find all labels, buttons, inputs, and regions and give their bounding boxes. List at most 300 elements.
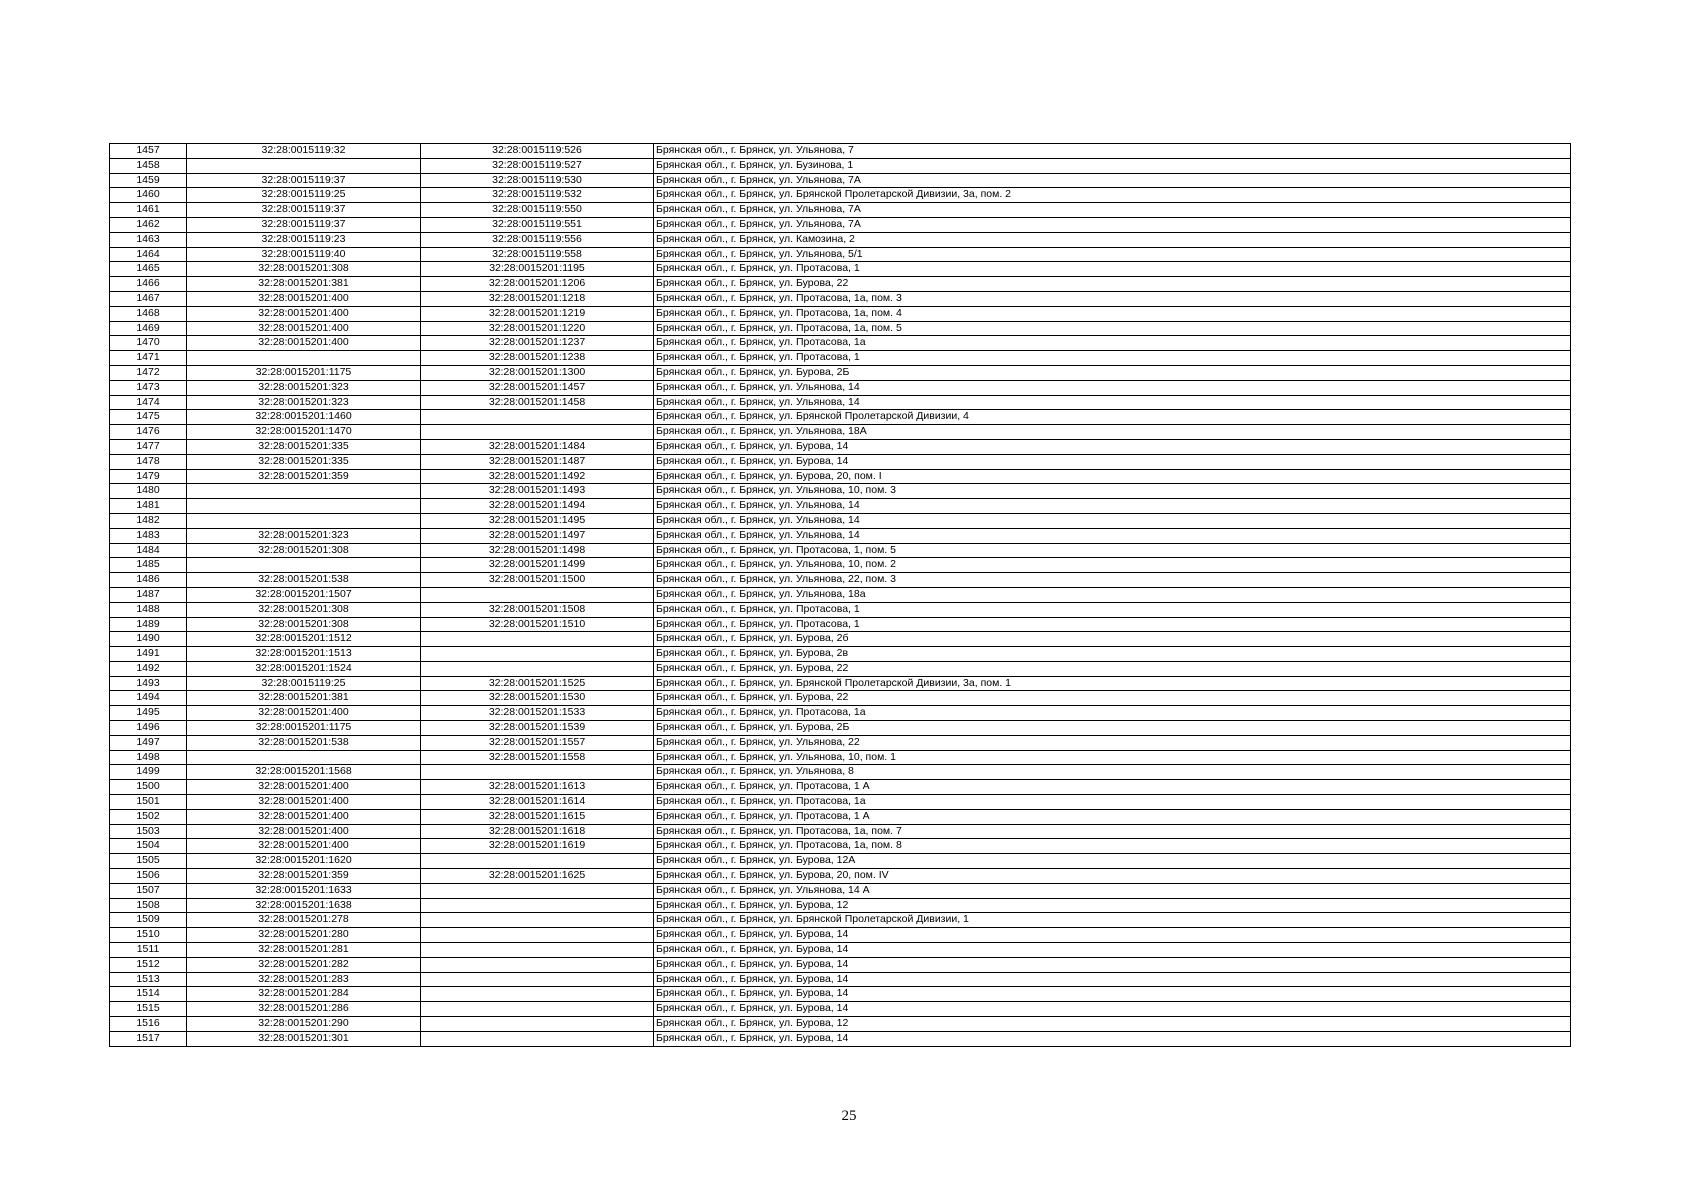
land-cadastral-number-cell: 32:28:0015201:323: [187, 395, 421, 410]
land-cadastral-number-cell: 32:28:0015201:400: [187, 291, 421, 306]
address-cell: Брянская обл., г. Брянск, ул. Бурова, 14: [654, 943, 1571, 958]
table-row: [110, 188, 1571, 203]
address-cell: Брянская обл., г. Брянск, ул. Бурова, 20, пом. I: [654, 469, 1571, 484]
object-cadastral-number-cell: 32:28:0015201:1219: [421, 306, 654, 321]
address-cell: Брянская обл., г. Брянск, ул. Ульянова, 7: [654, 144, 1571, 159]
registry-sheet: [109, 143, 1571, 1047]
land-cadastral-number-cell: 32:28:0015201:381: [187, 277, 421, 292]
row-number-cell: 1515: [110, 1002, 187, 1017]
row-number-cell: 1478: [110, 454, 187, 469]
row-number-cell: 1511: [110, 943, 187, 958]
object-cadastral-number-cell: [421, 943, 654, 958]
object-cadastral-number-cell: 32:28:0015201:1495: [421, 513, 654, 528]
table-row: [110, 706, 1571, 721]
object-cadastral-number-cell: [421, 1017, 654, 1032]
row-number-cell: 1498: [110, 750, 187, 765]
land-cadastral-number-cell: 32:28:0015201:400: [187, 706, 421, 721]
table-row: [110, 987, 1571, 1002]
address-cell: Брянская обл., г. Брянск, ул. Протасова, 1 А: [654, 780, 1571, 795]
registry-table-body: [110, 144, 1571, 1047]
object-cadastral-number-cell: 32:28:0015201:1613: [421, 780, 654, 795]
land-cadastral-number-cell: 32:28:0015201:400: [187, 839, 421, 854]
object-cadastral-number-cell: [421, 957, 654, 972]
land-cadastral-number-cell: 32:28:0015119:25: [187, 188, 421, 203]
row-number-cell: 1476: [110, 425, 187, 440]
object-cadastral-number-cell: 32:28:0015201:1498: [421, 543, 654, 558]
table-row: [110, 395, 1571, 410]
address-cell: Брянская обл., г. Брянск, ул. Ульянова, 10, пом. 3: [654, 484, 1571, 499]
table-row: [110, 351, 1571, 366]
address-cell: Брянская обл., г. Брянск, ул. Протасова, 1а, пом. 3: [654, 291, 1571, 306]
address-cell: Брянская обл., г. Брянск, ул. Бурова, 14: [654, 439, 1571, 454]
address-cell: Брянская обл., г. Брянск, ул. Протасова, 1: [654, 602, 1571, 617]
object-cadastral-number-cell: 32:28:0015201:1618: [421, 824, 654, 839]
table-row: [110, 247, 1571, 262]
address-cell: Брянская обл., г. Брянск, ул. Бурова, 22: [654, 691, 1571, 706]
object-cadastral-number-cell: 32:28:0015119:532: [421, 188, 654, 203]
table-row: [110, 972, 1571, 987]
table-row: [110, 158, 1571, 173]
table-row: [110, 232, 1571, 247]
address-cell: Брянская обл., г. Брянск, ул. Брянской Пролетарской Дивизии, 3а, пом. 2: [654, 188, 1571, 203]
land-cadastral-number-cell: 32:28:0015201:400: [187, 306, 421, 321]
land-cadastral-number-cell: 32:28:0015201:400: [187, 780, 421, 795]
object-cadastral-number-cell: 32:28:0015201:1206: [421, 277, 654, 292]
object-cadastral-number-cell: 32:28:0015201:1499: [421, 558, 654, 573]
table-row: [110, 203, 1571, 218]
object-cadastral-number-cell: 32:28:0015201:1238: [421, 351, 654, 366]
table-row: [110, 365, 1571, 380]
address-cell: Брянская обл., г. Брянск, ул. Ульянова, 18А: [654, 425, 1571, 440]
address-cell: Брянская обл., г. Брянск, ул. Ульянова, 14: [654, 499, 1571, 514]
address-cell: Брянская обл., г. Брянск, ул. Протасова, 1а, пом. 7: [654, 824, 1571, 839]
row-number-cell: 1461: [110, 203, 187, 218]
object-cadastral-number-cell: [421, 1031, 654, 1046]
table-row: [110, 735, 1571, 750]
object-cadastral-number-cell: 32:28:0015119:558: [421, 247, 654, 262]
object-cadastral-number-cell: 32:28:0015201:1615: [421, 809, 654, 824]
land-cadastral-number-cell: 32:28:0015201:1513: [187, 647, 421, 662]
address-cell: Брянская обл., г. Брянск, ул. Бурова, 12: [654, 1017, 1571, 1032]
object-cadastral-number-cell: [421, 632, 654, 647]
land-cadastral-number-cell: 32:28:0015201:280: [187, 928, 421, 943]
address-cell: Брянская обл., г. Брянск, ул. Бурова, 14: [654, 957, 1571, 972]
row-number-cell: 1459: [110, 173, 187, 188]
object-cadastral-number-cell: 32:28:0015201:1500: [421, 573, 654, 588]
object-cadastral-number-cell: [421, 647, 654, 662]
table-row: [110, 913, 1571, 928]
row-number-cell: 1467: [110, 291, 187, 306]
row-number-cell: 1488: [110, 602, 187, 617]
address-cell: Брянская обл., г. Брянск, ул. Протасова, 1а: [654, 336, 1571, 351]
row-number-cell: 1493: [110, 676, 187, 691]
address-cell: Брянская обл., г. Брянск, ул. Протасова, 1а, пом. 5: [654, 321, 1571, 336]
land-cadastral-number-cell: 32:28:0015201:400: [187, 824, 421, 839]
row-number-cell: 1472: [110, 365, 187, 380]
table-row: [110, 632, 1571, 647]
row-number-cell: 1506: [110, 869, 187, 884]
object-cadastral-number-cell: 32:28:0015201:1195: [421, 262, 654, 277]
object-cadastral-number-cell: 32:28:0015119:556: [421, 232, 654, 247]
address-cell: Брянская обл., г. Брянск, ул. Ульянова, 10, пом. 2: [654, 558, 1571, 573]
row-number-cell: 1466: [110, 277, 187, 292]
address-cell: Брянская обл., г. Брянск, ул. Протасова, 1: [654, 617, 1571, 632]
row-number-cell: 1512: [110, 957, 187, 972]
table-row: [110, 854, 1571, 869]
land-cadastral-number-cell: 32:28:0015119:25: [187, 676, 421, 691]
land-cadastral-number-cell: [187, 558, 421, 573]
land-cadastral-number-cell: 32:28:0015201:1512: [187, 632, 421, 647]
object-cadastral-number-cell: 32:28:0015119:526: [421, 144, 654, 159]
object-cadastral-number-cell: [421, 972, 654, 987]
land-cadastral-number-cell: 32:28:0015201:1507: [187, 587, 421, 602]
address-cell: Брянская обл., г. Брянск, ул. Ульянова, 7А: [654, 173, 1571, 188]
row-number-cell: 1482: [110, 513, 187, 528]
land-cadastral-number-cell: 32:28:0015201:400: [187, 809, 421, 824]
table-row: [110, 380, 1571, 395]
row-number-cell: 1468: [110, 306, 187, 321]
land-cadastral-number-cell: 32:28:0015201:1633: [187, 883, 421, 898]
address-cell: Брянская обл., г. Брянск, ул. Бурова, 14: [654, 1031, 1571, 1046]
object-cadastral-number-cell: [421, 928, 654, 943]
address-cell: Брянская обл., г. Брянск, ул. Бурова, 2в: [654, 647, 1571, 662]
table-row: [110, 217, 1571, 232]
row-number-cell: 1489: [110, 617, 187, 632]
land-cadastral-number-cell: [187, 484, 421, 499]
land-cadastral-number-cell: 32:28:0015119:32: [187, 144, 421, 159]
row-number-cell: 1513: [110, 972, 187, 987]
land-cadastral-number-cell: 32:28:0015201:278: [187, 913, 421, 928]
object-cadastral-number-cell: [421, 913, 654, 928]
address-cell: Брянская обл., г. Брянск, ул. Бурова, 14: [654, 972, 1571, 987]
table-row: [110, 587, 1571, 602]
land-cadastral-number-cell: 32:28:0015201:308: [187, 543, 421, 558]
table-row: [110, 721, 1571, 736]
land-cadastral-number-cell: 32:28:0015201:323: [187, 380, 421, 395]
table-row: [110, 291, 1571, 306]
table-row: [110, 513, 1571, 528]
table-row: [110, 928, 1571, 943]
table-row: [110, 883, 1571, 898]
row-number-cell: 1500: [110, 780, 187, 795]
object-cadastral-number-cell: [421, 883, 654, 898]
row-number-cell: 1491: [110, 647, 187, 662]
object-cadastral-number-cell: 32:28:0015201:1533: [421, 706, 654, 721]
land-cadastral-number-cell: 32:28:0015201:335: [187, 454, 421, 469]
table-row: [110, 795, 1571, 810]
row-number-cell: 1510: [110, 928, 187, 943]
object-cadastral-number-cell: [421, 765, 654, 780]
address-cell: Брянская обл., г. Брянск, ул. Брянской Пролетарской Дивизии, 1: [654, 913, 1571, 928]
row-number-cell: 1484: [110, 543, 187, 558]
address-cell: Брянская обл., г. Брянск, ул. Бурова, 2Б: [654, 721, 1571, 736]
row-number-cell: 1473: [110, 380, 187, 395]
table-row: [110, 528, 1571, 543]
land-cadastral-number-cell: 32:28:0015201:281: [187, 943, 421, 958]
row-number-cell: 1497: [110, 735, 187, 750]
land-cadastral-number-cell: 32:28:0015201:1568: [187, 765, 421, 780]
address-cell: Брянская обл., г. Брянск, ул. Камозина, 2: [654, 232, 1571, 247]
row-number-cell: 1481: [110, 499, 187, 514]
table-row: [110, 647, 1571, 662]
land-cadastral-number-cell: 32:28:0015201:359: [187, 869, 421, 884]
row-number-cell: 1487: [110, 587, 187, 602]
address-cell: Брянская обл., г. Брянск, ул. Бурова, 22: [654, 277, 1571, 292]
address-cell: Брянская обл., г. Брянск, ул. Протасова, 1а, пом. 8: [654, 839, 1571, 854]
row-number-cell: 1509: [110, 913, 187, 928]
row-number-cell: 1496: [110, 721, 187, 736]
land-cadastral-number-cell: 32:28:0015201:400: [187, 795, 421, 810]
table-row: [110, 543, 1571, 558]
address-cell: Брянская обл., г. Брянск, ул. Протасова, 1а: [654, 706, 1571, 721]
table-row: [110, 454, 1571, 469]
land-cadastral-number-cell: 32:28:0015201:400: [187, 336, 421, 351]
object-cadastral-number-cell: 32:28:0015201:1237: [421, 336, 654, 351]
address-cell: Брянская обл., г. Брянск, ул. Протасова, 1, пом. 5: [654, 543, 1571, 558]
address-cell: Брянская обл., г. Брянск, ул. Бурова, 20, пом. IV: [654, 869, 1571, 884]
object-cadastral-number-cell: 32:28:0015201:1457: [421, 380, 654, 395]
row-number-cell: 1514: [110, 987, 187, 1002]
page-number: 25: [841, 1108, 857, 1124]
address-cell: Брянская обл., г. Брянск, ул. Бурова, 14: [654, 928, 1571, 943]
land-cadastral-number-cell: 32:28:0015201:400: [187, 321, 421, 336]
address-cell: Брянская обл., г. Брянск, ул. Протасова, 1а: [654, 795, 1571, 810]
address-cell: Брянская обл., г. Брянск, ул. Бурова, 14: [654, 987, 1571, 1002]
registry-table: [109, 143, 1571, 1047]
land-cadastral-number-cell: 32:28:0015201:283: [187, 972, 421, 987]
table-row: [110, 765, 1571, 780]
table-row: [110, 617, 1571, 632]
address-cell: Брянская обл., г. Брянск, ул. Ульянова, 22, пом. 3: [654, 573, 1571, 588]
object-cadastral-number-cell: 32:28:0015201:1539: [421, 721, 654, 736]
row-number-cell: 1502: [110, 809, 187, 824]
land-cadastral-number-cell: 32:28:0015201:381: [187, 691, 421, 706]
table-row: [110, 869, 1571, 884]
table-row: [110, 425, 1571, 440]
land-cadastral-number-cell: [187, 499, 421, 514]
land-cadastral-number-cell: 32:28:0015201:308: [187, 602, 421, 617]
row-number-cell: 1470: [110, 336, 187, 351]
address-cell: Брянская обл., г. Брянск, ул. Ульянова, 5/1: [654, 247, 1571, 262]
land-cadastral-number-cell: 32:28:0015119:37: [187, 217, 421, 232]
land-cadastral-number-cell: 32:28:0015201:1175: [187, 721, 421, 736]
row-number-cell: 1490: [110, 632, 187, 647]
land-cadastral-number-cell: 32:28:0015201:538: [187, 573, 421, 588]
land-cadastral-number-cell: 32:28:0015119:23: [187, 232, 421, 247]
address-cell: Брянская обл., г. Брянск, ул. Ульянова, 14 А: [654, 883, 1571, 898]
address-cell: Брянская обл., г. Брянск, ул. Бурова, 12: [654, 898, 1571, 913]
object-cadastral-number-cell: 32:28:0015201:1497: [421, 528, 654, 543]
address-cell: Брянская обл., г. Брянск, ул. Брянской Пролетарской Дивизии, 4: [654, 410, 1571, 425]
address-cell: Брянская обл., г. Брянск, ул. Бурова, 14: [654, 454, 1571, 469]
row-number-cell: 1508: [110, 898, 187, 913]
object-cadastral-number-cell: [421, 661, 654, 676]
table-row: [110, 1002, 1571, 1017]
table-row: [110, 277, 1571, 292]
land-cadastral-number-cell: 32:28:0015201:1620: [187, 854, 421, 869]
address-cell: Брянская обл., г. Брянск, ул. Брянской Пролетарской Дивизии, 3а, пом. 1: [654, 676, 1571, 691]
address-cell: Брянская обл., г. Брянск, ул. Ульянова, 10, пом. 1: [654, 750, 1571, 765]
object-cadastral-number-cell: 32:28:0015119:527: [421, 158, 654, 173]
row-number-cell: 1505: [110, 854, 187, 869]
land-cadastral-number-cell: 32:28:0015201:1175: [187, 365, 421, 380]
land-cadastral-number-cell: 32:28:0015201:282: [187, 957, 421, 972]
row-number-cell: 1492: [110, 661, 187, 676]
row-number-cell: 1516: [110, 1017, 187, 1032]
address-cell: Брянская обл., г. Брянск, ул. Ульянова, 8: [654, 765, 1571, 780]
object-cadastral-number-cell: 32:28:0015119:530: [421, 173, 654, 188]
table-row: [110, 144, 1571, 159]
object-cadastral-number-cell: [421, 854, 654, 869]
object-cadastral-number-cell: 32:28:0015201:1614: [421, 795, 654, 810]
land-cadastral-number-cell: 32:28:0015119:37: [187, 173, 421, 188]
object-cadastral-number-cell: 32:28:0015201:1487: [421, 454, 654, 469]
row-number-cell: 1517: [110, 1031, 187, 1046]
address-cell: Брянская обл., г. Брянск, ул. Бурова, 2Б: [654, 365, 1571, 380]
object-cadastral-number-cell: 32:28:0015201:1619: [421, 839, 654, 854]
table-row: [110, 898, 1571, 913]
object-cadastral-number-cell: [421, 425, 654, 440]
row-number-cell: 1485: [110, 558, 187, 573]
row-number-cell: 1495: [110, 706, 187, 721]
table-row: [110, 306, 1571, 321]
table-row: [110, 439, 1571, 454]
object-cadastral-number-cell: [421, 898, 654, 913]
land-cadastral-number-cell: [187, 750, 421, 765]
object-cadastral-number-cell: 32:28:0015201:1218: [421, 291, 654, 306]
table-row: [110, 602, 1571, 617]
table-row: [110, 809, 1571, 824]
row-number-cell: 1469: [110, 321, 187, 336]
row-number-cell: 1477: [110, 439, 187, 454]
object-cadastral-number-cell: 32:28:0015119:550: [421, 203, 654, 218]
table-row: [110, 824, 1571, 839]
land-cadastral-number-cell: 32:28:0015201:538: [187, 735, 421, 750]
object-cadastral-number-cell: [421, 1002, 654, 1017]
land-cadastral-number-cell: 32:28:0015201:323: [187, 528, 421, 543]
table-row: [110, 661, 1571, 676]
address-cell: Брянская обл., г. Брянск, ул. Ульянова, 22: [654, 735, 1571, 750]
address-cell: Брянская обл., г. Брянск, ул. Бурова, 22: [654, 661, 1571, 676]
land-cadastral-number-cell: 32:28:0015201:290: [187, 1017, 421, 1032]
row-number-cell: 1479: [110, 469, 187, 484]
object-cadastral-number-cell: [421, 587, 654, 602]
table-row: [110, 943, 1571, 958]
address-cell: Брянская обл., г. Брянск, ул. Ульянова, 7А: [654, 217, 1571, 232]
row-number-cell: 1486: [110, 573, 187, 588]
table-row: [110, 1017, 1571, 1032]
object-cadastral-number-cell: 32:28:0015201:1557: [421, 735, 654, 750]
address-cell: Брянская обл., г. Брянск, ул. Бурова, 2б: [654, 632, 1571, 647]
row-number-cell: 1501: [110, 795, 187, 810]
address-cell: Брянская обл., г. Брянск, ул. Ульянова, 7А: [654, 203, 1571, 218]
row-number-cell: 1503: [110, 824, 187, 839]
land-cadastral-number-cell: 32:28:0015119:40: [187, 247, 421, 262]
table-row: [110, 1031, 1571, 1046]
row-number-cell: 1474: [110, 395, 187, 410]
address-cell: Брянская обл., г. Брянск, ул. Протасова, 1а, пом. 4: [654, 306, 1571, 321]
object-cadastral-number-cell: 32:28:0015201:1494: [421, 499, 654, 514]
table-row: [110, 691, 1571, 706]
table-row: [110, 262, 1571, 277]
table-row: [110, 410, 1571, 425]
row-number-cell: 1507: [110, 883, 187, 898]
row-number-cell: 1465: [110, 262, 187, 277]
address-cell: Брянская обл., г. Брянск, ул. Ульянова, 18а: [654, 587, 1571, 602]
table-row: [110, 484, 1571, 499]
table-row: [110, 750, 1571, 765]
row-number-cell: 1471: [110, 351, 187, 366]
row-number-cell: 1504: [110, 839, 187, 854]
object-cadastral-number-cell: 32:28:0015201:1458: [421, 395, 654, 410]
object-cadastral-number-cell: 32:28:0015201:1220: [421, 321, 654, 336]
land-cadastral-number-cell: 32:28:0015201:1460: [187, 410, 421, 425]
land-cadastral-number-cell: [187, 513, 421, 528]
land-cadastral-number-cell: 32:28:0015201:335: [187, 439, 421, 454]
object-cadastral-number-cell: 32:28:0015201:1508: [421, 602, 654, 617]
object-cadastral-number-cell: 32:28:0015201:1525: [421, 676, 654, 691]
address-cell: Брянская обл., г. Брянск, ул. Протасова, 1 А: [654, 809, 1571, 824]
row-number-cell: 1458: [110, 158, 187, 173]
row-number-cell: 1480: [110, 484, 187, 499]
object-cadastral-number-cell: 32:28:0015201:1300: [421, 365, 654, 380]
row-number-cell: 1462: [110, 217, 187, 232]
table-row: [110, 957, 1571, 972]
address-cell: Брянская обл., г. Брянск, ул. Протасова, 1: [654, 351, 1571, 366]
row-number-cell: 1483: [110, 528, 187, 543]
object-cadastral-number-cell: 32:28:0015201:1558: [421, 750, 654, 765]
row-number-cell: 1494: [110, 691, 187, 706]
table-row: [110, 469, 1571, 484]
object-cadastral-number-cell: 32:28:0015201:1492: [421, 469, 654, 484]
object-cadastral-number-cell: [421, 987, 654, 1002]
table-row: [110, 336, 1571, 351]
land-cadastral-number-cell: 32:28:0015201:1470: [187, 425, 421, 440]
object-cadastral-number-cell: 32:28:0015201:1510: [421, 617, 654, 632]
land-cadastral-number-cell: 32:28:0015201:1638: [187, 898, 421, 913]
address-cell: Брянская обл., г. Брянск, ул. Протасова, 1: [654, 262, 1571, 277]
land-cadastral-number-cell: 32:28:0015119:37: [187, 203, 421, 218]
table-row: [110, 558, 1571, 573]
row-number-cell: 1464: [110, 247, 187, 262]
object-cadastral-number-cell: 32:28:0015119:551: [421, 217, 654, 232]
row-number-cell: 1475: [110, 410, 187, 425]
address-cell: Брянская обл., г. Брянск, ул. Ульянова, 14: [654, 513, 1571, 528]
object-cadastral-number-cell: 32:28:0015201:1493: [421, 484, 654, 499]
land-cadastral-number-cell: 32:28:0015201:1524: [187, 661, 421, 676]
table-row: [110, 573, 1571, 588]
table-row: [110, 173, 1571, 188]
table-row: [110, 780, 1571, 795]
land-cadastral-number-cell: 32:28:0015201:284: [187, 987, 421, 1002]
address-cell: Брянская обл., г. Брянск, ул. Ульянова, 14: [654, 395, 1571, 410]
object-cadastral-number-cell: 32:28:0015201:1530: [421, 691, 654, 706]
object-cadastral-number-cell: 32:28:0015201:1625: [421, 869, 654, 884]
land-cadastral-number-cell: 32:28:0015201:308: [187, 262, 421, 277]
land-cadastral-number-cell: [187, 158, 421, 173]
land-cadastral-number-cell: 32:28:0015201:301: [187, 1031, 421, 1046]
land-cadastral-number-cell: [187, 351, 421, 366]
table-row: [110, 839, 1571, 854]
object-cadastral-number-cell: 32:28:0015201:1484: [421, 439, 654, 454]
table-row: [110, 676, 1571, 691]
address-cell: Брянская обл., г. Брянск, ул. Ульянова, 14: [654, 380, 1571, 395]
object-cadastral-number-cell: [421, 410, 654, 425]
land-cadastral-number-cell: 32:28:0015201:286: [187, 1002, 421, 1017]
row-number-cell: 1499: [110, 765, 187, 780]
table-row: [110, 499, 1571, 514]
row-number-cell: 1463: [110, 232, 187, 247]
